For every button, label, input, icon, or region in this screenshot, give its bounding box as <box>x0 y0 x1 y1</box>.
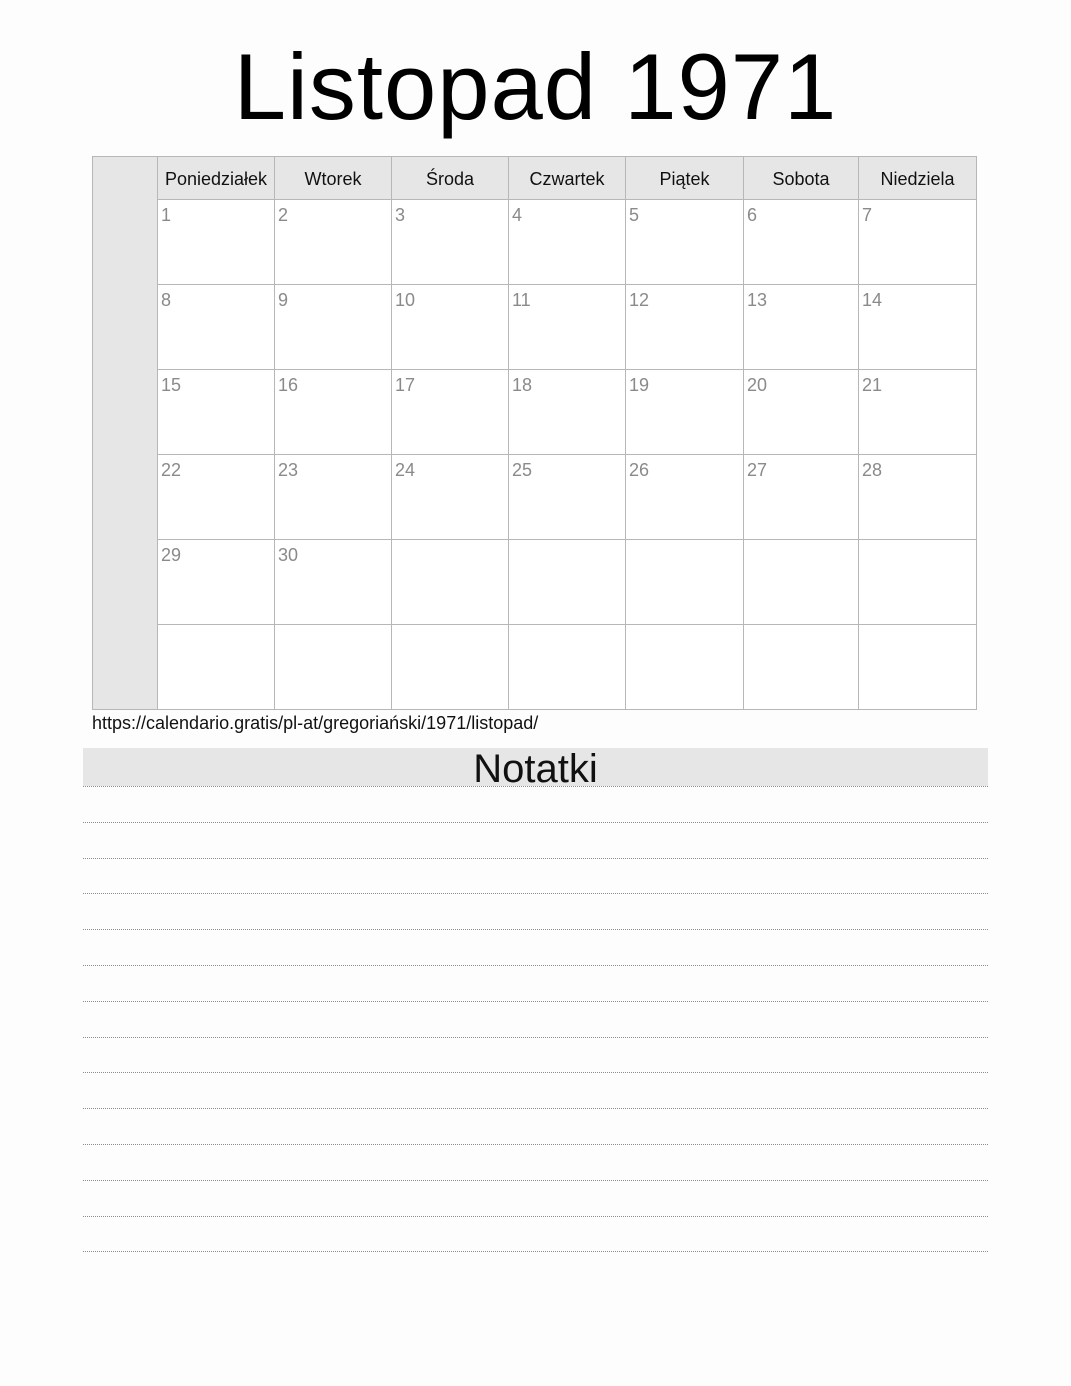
weekday-header-cell: Piątek <box>626 157 744 199</box>
day-cell <box>392 285 509 369</box>
note-line <box>83 893 988 894</box>
day-cell <box>626 200 744 284</box>
day-cell <box>392 540 509 624</box>
day-cell <box>859 625 976 709</box>
day-number: 7 <box>862 205 873 225</box>
day-number: 5 <box>629 205 640 225</box>
day-cell <box>275 200 392 284</box>
day-cell <box>275 455 392 539</box>
week-row <box>158 540 976 625</box>
day-cell <box>859 200 976 284</box>
day-cell <box>744 625 859 709</box>
day-cell <box>275 625 392 709</box>
day-number: 23 <box>278 460 299 480</box>
day-number: 18 <box>512 375 533 395</box>
day-number: 10 <box>395 290 416 310</box>
day-cell <box>744 370 859 454</box>
day-cell <box>158 200 275 284</box>
day-cell <box>626 625 744 709</box>
day-number: 17 <box>395 375 416 395</box>
note-line <box>83 822 988 823</box>
day-number: 11 <box>512 290 531 310</box>
weekday-header-cell: Wtorek <box>275 157 392 199</box>
day-cell <box>626 540 744 624</box>
day-cell <box>509 625 626 709</box>
day-number: 6 <box>747 205 758 225</box>
day-cell <box>744 540 859 624</box>
day-number: 16 <box>278 375 299 395</box>
day-number: 2 <box>278 205 289 225</box>
note-line <box>83 1108 988 1109</box>
day-number: 19 <box>629 375 650 395</box>
day-cell <box>392 370 509 454</box>
day-cell <box>509 540 626 624</box>
day-cell <box>509 285 626 369</box>
note-line <box>83 1072 988 1073</box>
day-number: 30 <box>278 545 299 565</box>
note-line <box>83 1251 988 1252</box>
day-cell <box>859 370 976 454</box>
day-cell <box>158 285 275 369</box>
day-cell <box>509 455 626 539</box>
day-cell <box>744 285 859 369</box>
month-calendar <box>92 156 977 710</box>
weekday-header-cell: Niedziela <box>880 169 955 189</box>
week-row <box>158 200 976 285</box>
day-cell <box>275 370 392 454</box>
weekday-header-cell: Środa <box>392 157 509 199</box>
day-cell <box>158 625 275 709</box>
day-number: 20 <box>747 375 768 395</box>
day-cell <box>275 285 392 369</box>
week-row <box>158 370 976 455</box>
day-number: 22 <box>161 460 182 480</box>
day-cell <box>392 625 509 709</box>
day-number: 28 <box>862 460 883 480</box>
day-cell <box>626 370 744 454</box>
weekday-header <box>158 157 976 200</box>
day-number: 9 <box>278 290 289 310</box>
week-row <box>158 285 976 370</box>
page-title: Listopad 1971 <box>233 34 838 139</box>
day-number: 4 <box>512 205 523 225</box>
week-row <box>158 625 976 709</box>
day-number: 25 <box>512 460 533 480</box>
day-number: 24 <box>395 460 416 480</box>
weekday-header-cell: Czwartek <box>509 157 626 199</box>
note-line <box>83 858 988 859</box>
note-line <box>83 1216 988 1217</box>
day-number: 1 <box>161 205 172 225</box>
day-cell <box>158 540 275 624</box>
day-cell <box>275 540 392 624</box>
note-line <box>83 786 988 787</box>
source-url: https://calendario.gratis/pl-at/gregoriański/1971/listopad/ <box>92 713 539 733</box>
day-number: 21 <box>862 375 883 395</box>
day-cell <box>626 455 744 539</box>
day-cell <box>626 285 744 369</box>
day-number: 8 <box>161 290 172 310</box>
note-line <box>83 1001 988 1002</box>
day-number: 3 <box>395 205 406 225</box>
day-cell <box>744 200 859 284</box>
day-cell <box>392 455 509 539</box>
week-row <box>158 455 976 540</box>
day-cell <box>744 455 859 539</box>
day-cell <box>509 370 626 454</box>
day-grid <box>158 200 976 709</box>
day-cell <box>859 540 976 624</box>
note-line <box>83 1037 988 1038</box>
day-cell <box>509 200 626 284</box>
note-line <box>83 929 988 930</box>
day-cell <box>392 200 509 284</box>
day-cell <box>859 455 976 539</box>
day-number: 12 <box>629 290 650 310</box>
note-line <box>83 1180 988 1181</box>
notes-heading: Notatki <box>83 748 988 786</box>
day-number: 14 <box>862 290 883 310</box>
day-cell <box>158 370 275 454</box>
note-line <box>83 965 988 966</box>
day-cell <box>859 285 976 369</box>
day-number: 29 <box>161 545 182 565</box>
day-number: 26 <box>629 460 650 480</box>
day-number: 13 <box>747 290 768 310</box>
weekday-header-cell: Sobota <box>744 157 859 199</box>
day-number: 15 <box>161 375 182 395</box>
weekday-header-cell: Poniedziałek <box>158 157 275 199</box>
day-number: 27 <box>747 460 768 480</box>
note-line <box>83 1144 988 1145</box>
day-cell <box>158 455 275 539</box>
week-number-column <box>93 157 158 709</box>
